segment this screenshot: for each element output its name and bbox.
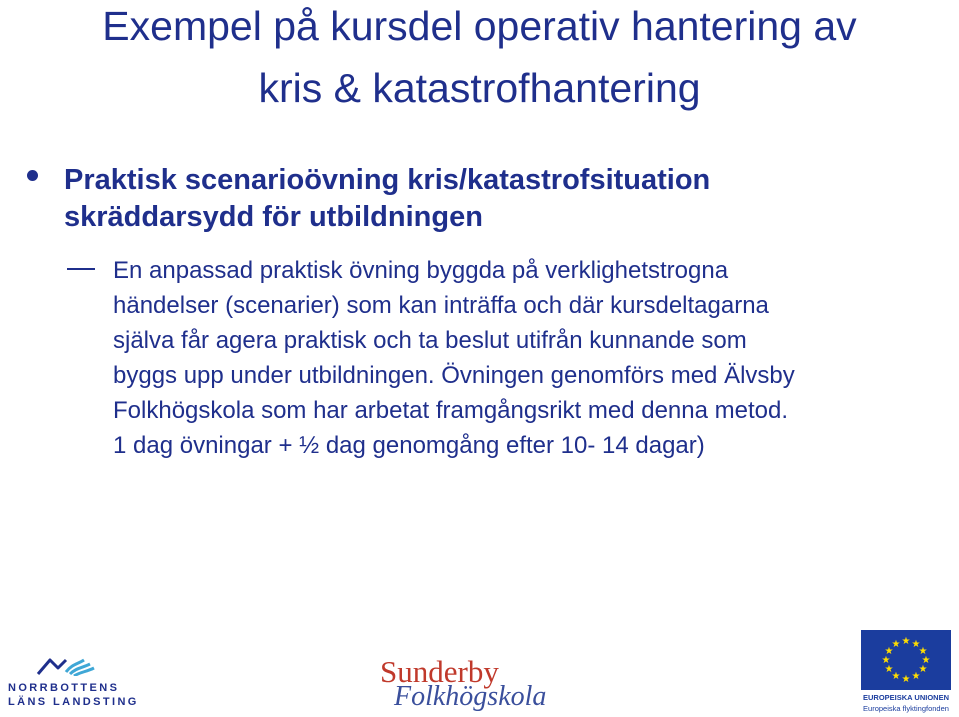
svg-text:★: ★	[911, 639, 921, 650]
eu-logo-line-2: Europeiska flyktingfonden	[863, 704, 949, 713]
svg-text:★: ★	[891, 671, 901, 682]
sunderby-logo-line-1: Sunderby	[380, 654, 499, 689]
sub-bullet-line-6: 1 dag övningar + ½ dag genomgång efter 10- 14 dagar)	[113, 432, 705, 459]
svg-text:★: ★	[918, 646, 928, 657]
svg-text:★: ★	[901, 674, 911, 685]
slide-title-line-1: Exempel på kursdel operativ hantering av	[102, 3, 857, 49]
svg-text:★: ★	[891, 639, 901, 650]
svg-text:★: ★	[918, 664, 928, 675]
sunderby-folkhogskola-logo	[376, 656, 556, 714]
svg-text:★: ★	[921, 655, 931, 666]
sunderby-logo-line-2: Folkhögskola	[394, 681, 547, 712]
eu-logo	[858, 627, 954, 715]
norrbotten-logo-line-2: LÄNS LANDSTING	[8, 696, 139, 708]
svg-text:★: ★	[884, 664, 894, 675]
sub-bullet-line-3: själva får agera praktisk och ta beslut utifrån kunnande som	[113, 327, 747, 354]
svg-text:★: ★	[881, 655, 891, 666]
sub-bullet-line-4: byggs upp under utbildningen. Övningen genomförs med Älvsby	[113, 362, 795, 389]
sub-bullet-line-5: Folkhögskola som har arbetat framgångsrikt med denna metod.	[113, 397, 789, 424]
norrbotten-logo-line-1: NORRBOTTENS	[8, 682, 120, 694]
sub-bullet-dash-icon	[67, 268, 95, 270]
main-bullet-line-2: skräddarsydd för utbildningen	[64, 201, 483, 233]
svg-text:★: ★	[901, 636, 911, 647]
eu-logo-line-1: EUROPEISKA UNIONEN	[863, 693, 949, 702]
slide-title-line-2: kris & katastrofhantering	[258, 65, 701, 111]
wave-lines-logo-icon	[36, 656, 96, 676]
main-bullet-line-1: Praktisk scenarioövning kris/katastrofsituation	[64, 164, 711, 196]
sub-bullet-line-2: händelser (scenarier) som kan inträffa och där kursdeltagarna	[113, 292, 769, 319]
bullet-dot-icon	[27, 170, 38, 181]
sub-bullet-line-1: En anpassad praktisk övning byggda på verklighetstrogna	[113, 257, 729, 284]
svg-text:★: ★	[884, 646, 894, 657]
norrbottens-lans-landsting-logo	[8, 656, 139, 712]
svg-text:★: ★	[911, 671, 921, 682]
main-bullet	[64, 162, 710, 236]
eu-flag-icon	[861, 630, 951, 690]
sub-bullet	[113, 253, 795, 463]
